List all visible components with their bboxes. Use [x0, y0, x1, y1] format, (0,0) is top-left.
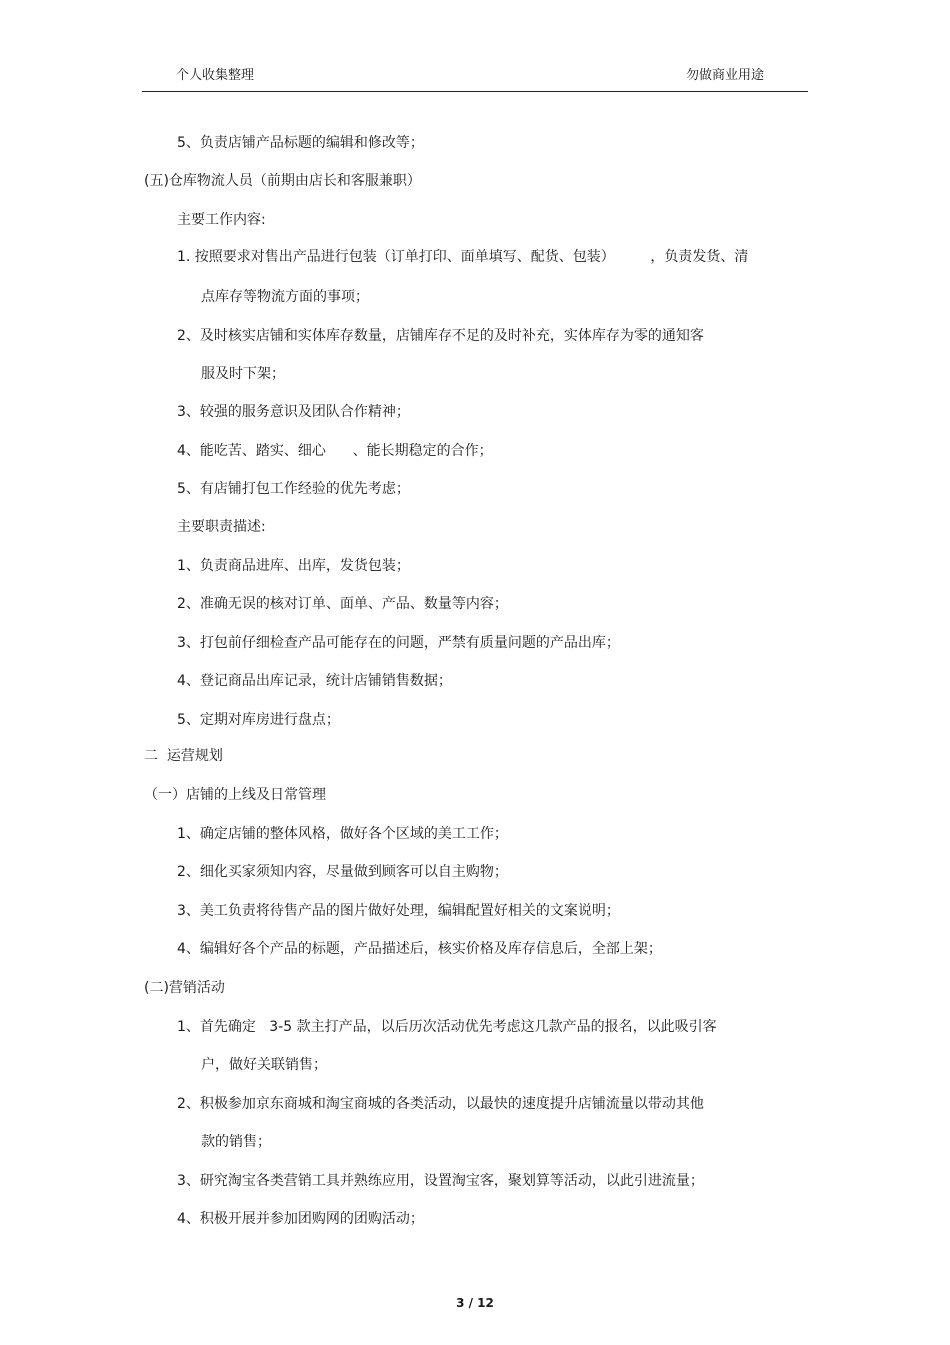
text-line: 4、积极开展并参加团购网的团购活动；: [177, 1211, 424, 1227]
text-line: 2、细化买家须知内容，尽量做到顾客可以自主购物；: [177, 864, 508, 880]
section-heading: (二)营销活动: [144, 980, 225, 996]
section-heading: (五)仓库物流人员（前期由店长和客服兼职）: [144, 173, 421, 189]
text-line: 2、准确无误的核对订单、面单、产品、数量等内容；: [177, 596, 508, 612]
text-line: 5、负责店铺产品标题的编辑和修改等；: [177, 135, 424, 151]
text-line: 1. 按照要求对售出产品进行包装（订单打印、面单填写、配货、包装） ，负责发货、清: [177, 249, 749, 265]
text-line: 5、定期对库房进行盘点；: [177, 712, 340, 728]
text-line: 1、负责商品进库、出库，发货包装；: [177, 558, 410, 574]
text-line: 1、首先确定 3-5 款主打产品，以后历次活动优先考虑这几款产品的报名，以此吸引客: [177, 1019, 717, 1035]
text-line: 4、编辑好各个产品的标题，产品描述后，核实价格及库存信息后，全部上架；: [177, 941, 662, 957]
text-line: 5、有店铺打包工作经验的优先考虑；: [177, 481, 410, 497]
page-number: 3 / 12: [456, 1296, 494, 1310]
header-right-text: 勿做商业用途: [686, 68, 765, 83]
subheading: 主要工作内容:: [177, 212, 266, 228]
header-left-text: 个人收集整理: [176, 68, 255, 83]
text-line: 4、能吃苦、踏实、细心 、能长期稳定的合作；: [177, 443, 493, 459]
text-line: 3、研究淘宝各类营销工具并熟练应用，设置淘宝客，聚划算等活动，以此引进流量；: [177, 1173, 704, 1189]
section-heading: 二 运营规划: [144, 748, 223, 764]
text-line: 3、较强的服务意识及团队合作精神；: [177, 404, 410, 420]
text-line: 2、及时核实店铺和实体库存数量，店铺库存不足的及时补充，实体库存为零的通知客: [177, 328, 704, 344]
text-line: 3、打包前仔细检查产品可能存在的问题，严禁有质量问题的产品出库；: [177, 635, 620, 651]
text-line-continued: 服及时下架；: [201, 366, 285, 382]
header-rule: [142, 91, 808, 92]
text-line: 1、确定店铺的整体风格，做好各个区域的美工工作；: [177, 826, 508, 842]
text-line: 4、登记商品出库记录，统计店铺销售数据；: [177, 673, 452, 689]
text-line: 2、积极参加京东商城和淘宝商城的各类活动，以最快的速度提升店铺流量以带动其他: [177, 1096, 704, 1112]
text-line: 3、美工负责将待售产品的图片做好处理，编辑配置好相关的文案说明；: [177, 903, 620, 919]
text-line-continued: 点库存等物流方面的事项；: [201, 289, 369, 305]
text-line-continued: 款的销售；: [201, 1134, 271, 1150]
text-line-continued: 户，做好关联销售；: [201, 1057, 327, 1073]
section-heading: （一）店铺的上线及日常管理: [144, 787, 326, 803]
subheading: 主要职责描述:: [177, 519, 266, 535]
